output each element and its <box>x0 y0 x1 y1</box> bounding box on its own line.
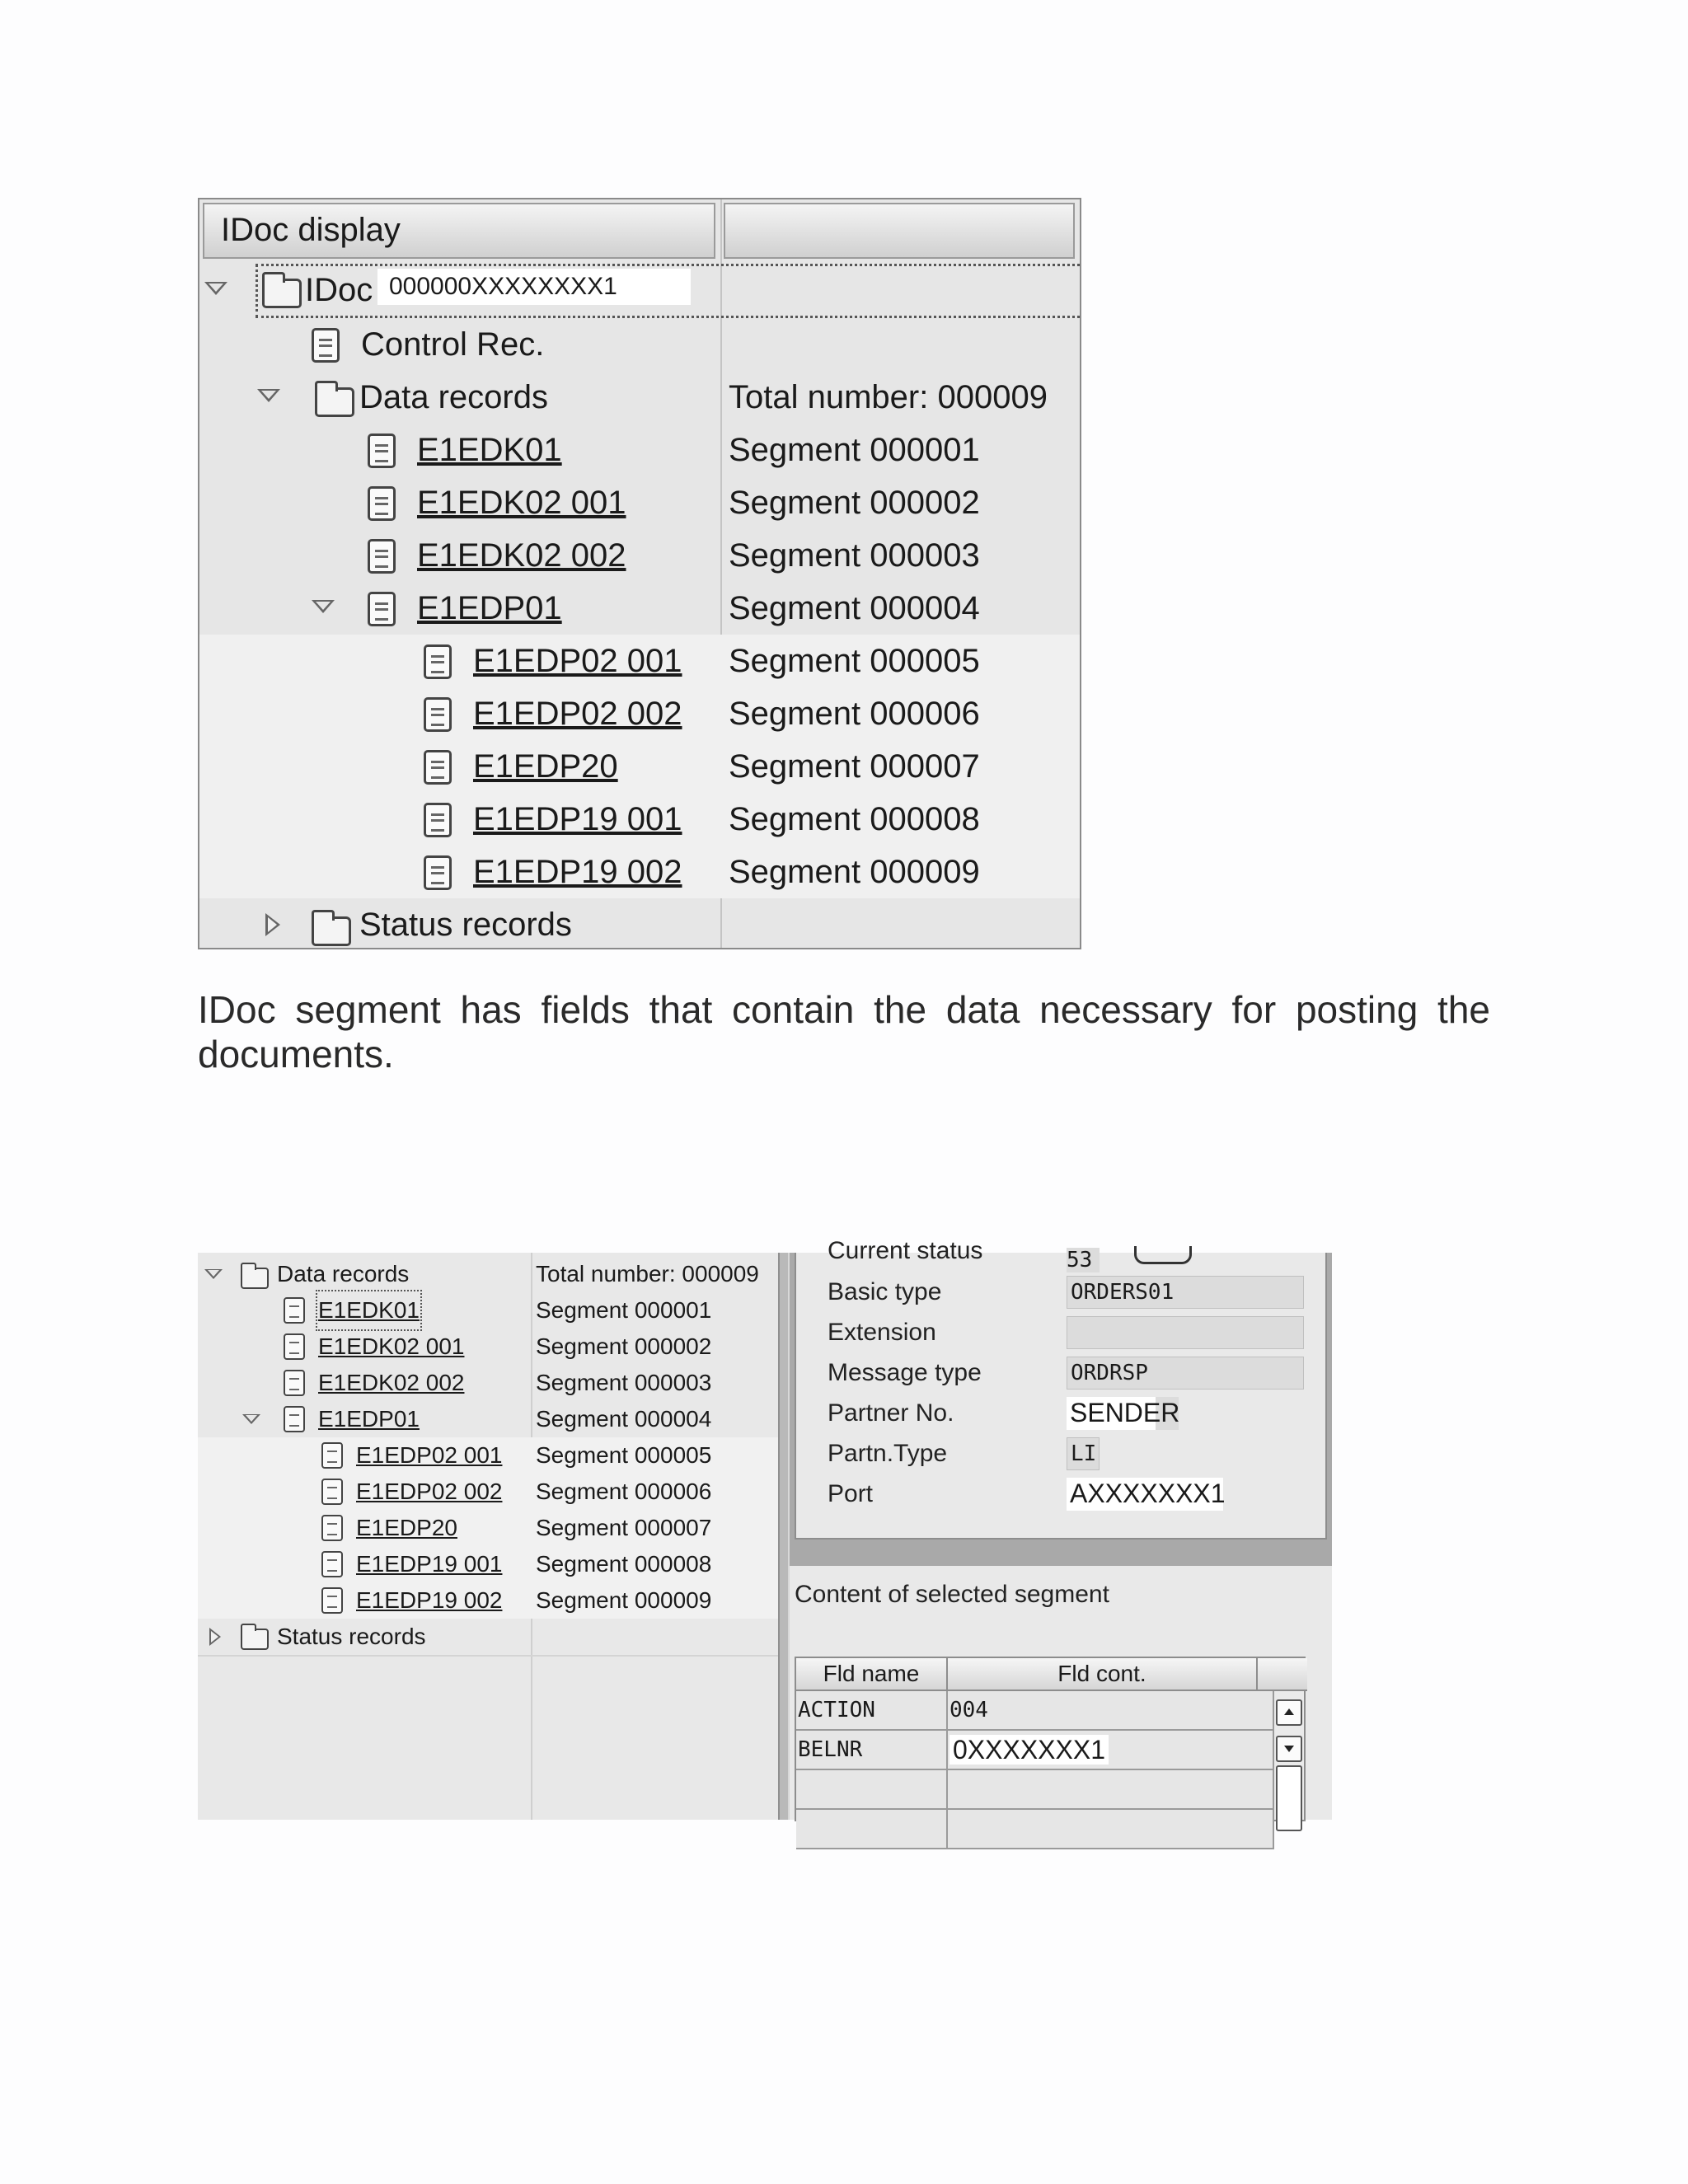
tree-row-value: Segment 000003 <box>729 537 980 574</box>
document-icon <box>424 855 452 890</box>
tree-row-value: Segment 000002 <box>729 485 980 521</box>
header-column-idoc-display[interactable]: IDoc display <box>203 203 715 259</box>
document-icon <box>368 434 396 468</box>
status-traffic-light-icon <box>1134 1246 1192 1264</box>
tree-row-segment[interactable] <box>199 635 1080 687</box>
document-icon <box>368 592 396 626</box>
segment-link[interactable]: E1EDP01 <box>318 1406 420 1432</box>
current-status-label: Current status <box>828 1237 983 1264</box>
segment-link-selected[interactable]: E1EDK01 <box>318 1292 420 1329</box>
tree-row-segment[interactable] <box>199 740 1080 793</box>
tree-row-label: Data records <box>359 379 548 415</box>
basic-type-field: ORDERS01 <box>1067 1276 1304 1309</box>
partner-no-label: Partner No. <box>828 1399 954 1427</box>
segment-link[interactable]: E1EDP01 <box>417 590 562 626</box>
tree-row-value: Segment 000004 <box>729 590 980 626</box>
tree-row-label: Control Rec. <box>361 326 545 363</box>
document-icon <box>284 1297 305 1324</box>
tree-row-value: Segment 000009 <box>729 854 980 890</box>
document-icon <box>321 1551 343 1577</box>
segment-link[interactable]: E1EDP20 <box>473 748 618 785</box>
segment-link[interactable]: E1EDP02 002 <box>356 1479 503 1504</box>
folder-open-icon <box>315 387 354 417</box>
tree-row-segment[interactable] <box>198 1437 778 1474</box>
folder-icon <box>312 916 351 946</box>
partner-type-field: LI <box>1067 1437 1100 1470</box>
document-icon <box>312 328 340 363</box>
tree-row-value: Segment 000006 <box>536 1479 712 1504</box>
tree-row-label: Status records <box>277 1624 426 1649</box>
document-icon <box>368 539 396 574</box>
tree-row-label: Status records <box>359 907 572 943</box>
tree-row-segment[interactable] <box>199 846 1080 898</box>
document-icon <box>424 750 452 785</box>
column-header-blank <box>1258 1658 1307 1691</box>
tree-row-segment[interactable] <box>199 687 1080 740</box>
scrollbar-thumb[interactable] <box>1276 1765 1302 1831</box>
tree-row-value: Total number: 000009 <box>729 379 1048 415</box>
expand-down-icon[interactable] <box>242 1414 260 1424</box>
segment-link[interactable]: E1EDP19 001 <box>473 801 682 837</box>
tree-row-data-records[interactable] <box>199 371 1080 424</box>
idoc-number: 000000XXXXXXXX1 <box>377 269 691 305</box>
tree-row-value: Segment 000003 <box>536 1370 712 1395</box>
idoc-display-tree <box>198 198 1081 949</box>
segment-content-title: Content of selected segment <box>790 1566 1332 1624</box>
document-icon <box>424 803 452 837</box>
tree-row-value: Segment 000009 <box>536 1587 712 1613</box>
tree-row-segment[interactable] <box>199 793 1080 846</box>
segment-link[interactable]: E1EDP19 002 <box>473 854 682 890</box>
body-paragraph: IDoc segment has fields that contain the data necessary for posting the documents. <box>198 988 1490 1076</box>
tree-header <box>199 199 1080 264</box>
idoc-detail-screenshot <box>198 1237 1332 1820</box>
extension-field <box>1067 1316 1304 1349</box>
tree-row-control-rec[interactable] <box>199 318 1080 371</box>
table-cell-fld-cont[interactable]: 004 <box>948 1691 1274 1731</box>
segment-link[interactable]: E1EDP19 002 <box>356 1587 503 1613</box>
column-header-fld-cont[interactable]: Fld cont. <box>948 1658 1258 1691</box>
tree-row-segment[interactable] <box>198 1292 778 1329</box>
tree-row-data-records[interactable] <box>198 1256 778 1292</box>
table-cell-fld-name[interactable]: BELNR <box>796 1731 948 1770</box>
tree-row-value: Total number: 000009 <box>536 1261 759 1286</box>
table-cell-fld-cont[interactable] <box>948 1731 1274 1770</box>
port-label: Port <box>828 1480 874 1507</box>
segment-link[interactable]: E1EDP20 <box>356 1515 457 1540</box>
focus-outline-left <box>256 264 260 318</box>
belnr-value: 0XXXXXXX1 <box>950 1735 1109 1765</box>
tree-row-segment[interactable] <box>198 1474 778 1510</box>
table-cell-fld-name[interactable]: ACTION <box>796 1691 948 1731</box>
tree-row-value: Segment 000006 <box>729 696 980 732</box>
segment-content-area <box>790 1624 1332 1820</box>
document-icon <box>321 1442 343 1469</box>
segment-link[interactable]: E1EDP02 001 <box>356 1442 503 1468</box>
pane-splitter[interactable] <box>778 1253 790 1820</box>
tree-row-value: Segment 000008 <box>536 1551 712 1577</box>
scroll-up-arrow-icon[interactable] <box>1276 1699 1302 1726</box>
segment-link[interactable]: E1EDP02 002 <box>473 696 682 732</box>
tree-row-status-records[interactable] <box>198 1619 778 1657</box>
tree-row-segment[interactable] <box>198 1582 778 1619</box>
extension-label: Extension <box>828 1319 936 1346</box>
folder-open-icon <box>241 1268 269 1289</box>
tree-row-status-records[interactable] <box>199 898 1080 951</box>
tree-row-segment[interactable] <box>199 529 1080 582</box>
expand-down-icon[interactable] <box>257 389 280 402</box>
tree-row-value: Segment 000008 <box>729 801 980 837</box>
segment-link[interactable]: E1EDK02 001 <box>417 485 626 521</box>
idoc-label: IDoc <box>305 272 373 308</box>
tree-row-segment[interactable] <box>198 1329 778 1365</box>
segment-link[interactable]: E1EDP02 001 <box>473 643 682 679</box>
tree-row-segment[interactable] <box>199 476 1080 529</box>
tree-row-segment[interactable] <box>198 1401 778 1437</box>
partner-no-field: SENDER <box>1067 1397 1179 1430</box>
table-cell-empty[interactable] <box>796 1810 948 1849</box>
table-cell-empty[interactable] <box>796 1770 948 1810</box>
segment-link[interactable]: E1EDK02 001 <box>318 1333 465 1359</box>
expand-down-icon[interactable] <box>204 282 227 295</box>
document-icon <box>368 486 396 521</box>
current-status-value: 53 <box>1067 1248 1100 1272</box>
tree-row-segment[interactable] <box>198 1546 778 1582</box>
table-cell-empty[interactable] <box>948 1810 1274 1849</box>
header-column-2[interactable] <box>724 203 1075 259</box>
folder-icon <box>241 1629 269 1650</box>
document-icon <box>284 1370 305 1396</box>
column-header-fld-name[interactable]: Fld name <box>796 1658 948 1691</box>
expand-right-icon[interactable] <box>209 1628 221 1646</box>
segment-fields-table <box>795 1657 1306 1821</box>
tree-row-value: Segment 000007 <box>536 1515 712 1540</box>
tree-row-label: Data records <box>277 1261 410 1286</box>
tree-row-segment[interactable] <box>198 1510 778 1546</box>
document-icon <box>284 1406 305 1432</box>
vertical-scrollbar[interactable] <box>1274 1691 1304 1820</box>
tree-row-value: Segment 000004 <box>536 1406 712 1432</box>
message-type-field: ORDRSP <box>1067 1357 1304 1390</box>
tree-row-value: Segment 000001 <box>536 1297 712 1323</box>
segment-tree-pane <box>198 1253 778 1820</box>
partner-type-label: Partn.Type <box>828 1440 948 1467</box>
scroll-down-arrow-icon[interactable] <box>1276 1736 1302 1762</box>
expand-right-icon[interactable] <box>265 913 280 936</box>
port-field: AXXXXXXX1 <box>1067 1478 1223 1511</box>
tree-row-value: Segment 000005 <box>536 1442 712 1468</box>
document-icon <box>424 644 452 679</box>
segment-link[interactable]: E1EDP19 001 <box>356 1551 503 1577</box>
segment-link[interactable]: E1EDK02 002 <box>318 1370 465 1395</box>
document-icon <box>284 1333 305 1360</box>
detail-pane <box>790 1237 1332 1820</box>
tree-row-segment[interactable] <box>198 1365 778 1401</box>
segment-link[interactable]: E1EDK02 002 <box>417 537 626 574</box>
expand-down-icon[interactable] <box>312 600 335 613</box>
expand-down-icon[interactable] <box>204 1269 223 1279</box>
document-icon <box>321 1515 343 1541</box>
table-cell-empty[interactable] <box>948 1770 1274 1810</box>
basic-type-label: Basic type <box>828 1278 942 1305</box>
tree-row-value: Segment 000005 <box>729 643 980 679</box>
document-icon <box>321 1587 343 1614</box>
tree-row-value: Segment 000002 <box>536 1333 712 1359</box>
document-icon <box>424 697 452 732</box>
tree-row-segment[interactable] <box>199 582 1080 635</box>
tree-row-segment[interactable] <box>199 424 1080 476</box>
segment-link[interactable]: E1EDK01 <box>417 432 562 468</box>
tree-row-value: Segment 000007 <box>729 748 980 785</box>
tree-row-value: Segment 000001 <box>729 432 980 468</box>
technical-info-panel <box>795 1237 1327 1540</box>
document-icon <box>321 1479 343 1505</box>
message-type-label: Message type <box>828 1359 982 1386</box>
